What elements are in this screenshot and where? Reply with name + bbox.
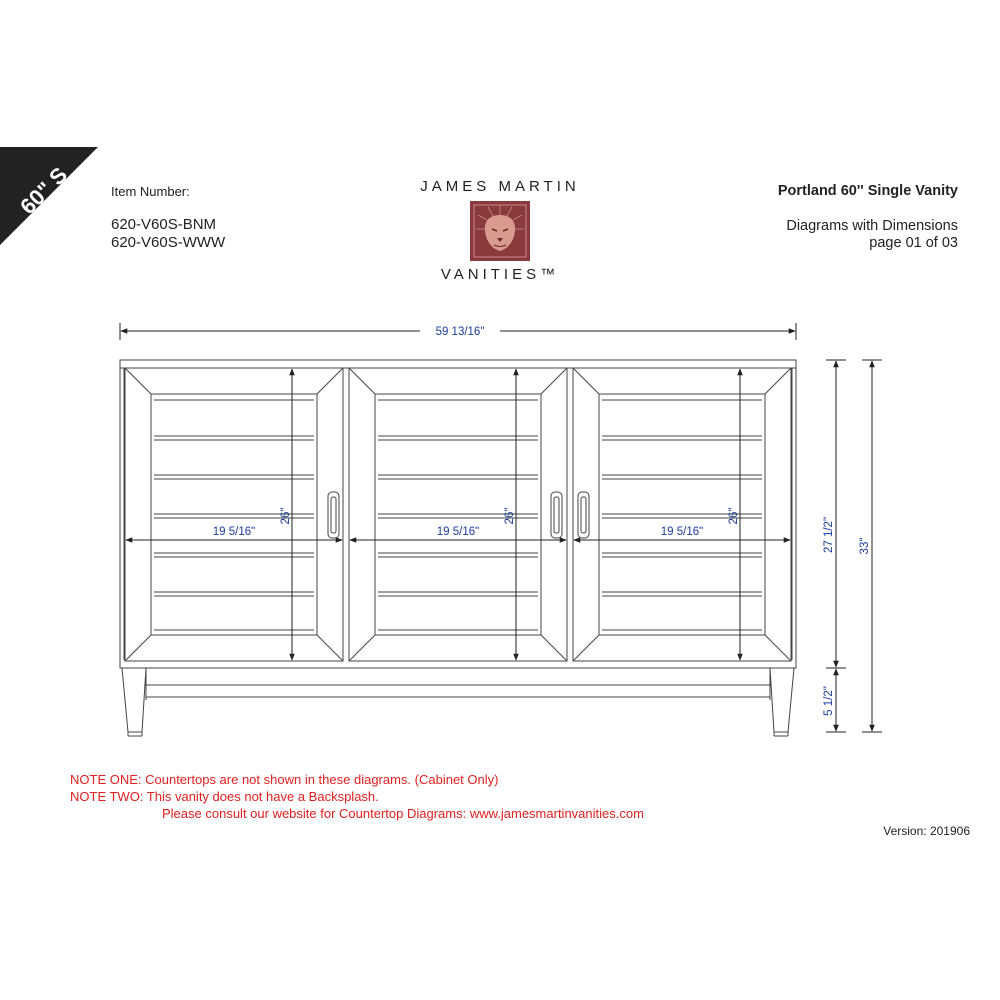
subtitle-line-2: page 01 of 03 [869, 235, 958, 251]
overall-width-label: 59 13/16" [435, 326, 485, 338]
door-width-label-left: 19 5/16" [212, 526, 256, 538]
subtitle-line-1: Diagrams with Dimensions [786, 218, 958, 234]
door-height-label-left: 26" [280, 507, 292, 525]
product-title: Portland 60'' Single Vanity [777, 183, 958, 199]
brand-name-bottom: VANITIES™ [440, 266, 560, 283]
note-one: NOTE ONE: Countertops are not shown in these diagrams. (Cabinet Only) [70, 772, 499, 787]
item-number-1: 620-V60S-BNM [111, 216, 217, 233]
version-label: Version: 201906 [883, 824, 970, 838]
vanity-diagram [0, 300, 1000, 750]
door-width-label-middle: 19 5/16" [436, 526, 480, 538]
item-number-2: 620-V60S-WWW [111, 234, 226, 251]
door-width-label-right: 19 5/16" [660, 526, 704, 538]
door-height-label-right: 26" [728, 507, 740, 525]
door-left [125, 368, 343, 661]
total-height-label: 33" [859, 537, 871, 555]
leg-height-label: 5 1/2" [823, 686, 835, 716]
item-number-label: Item Number: [111, 184, 190, 199]
door-middle [349, 368, 567, 661]
cabinet-base-legs [122, 668, 794, 736]
note-two: NOTE TWO: This vanity does not have a Backsplash. [70, 789, 379, 804]
door-right [573, 368, 791, 661]
brand-name-top: JAMES MARTIN [420, 178, 580, 195]
corner-badge-label: 60" S [15, 162, 73, 220]
door-height-label-middle: 26" [504, 507, 516, 525]
note-website: Please consult our website for Countertop Diagrams: www.jamesmartinvanities.com [162, 806, 644, 821]
cabinet-height-label: 27 1/2" [823, 516, 835, 554]
lion-logo-icon [470, 201, 530, 261]
